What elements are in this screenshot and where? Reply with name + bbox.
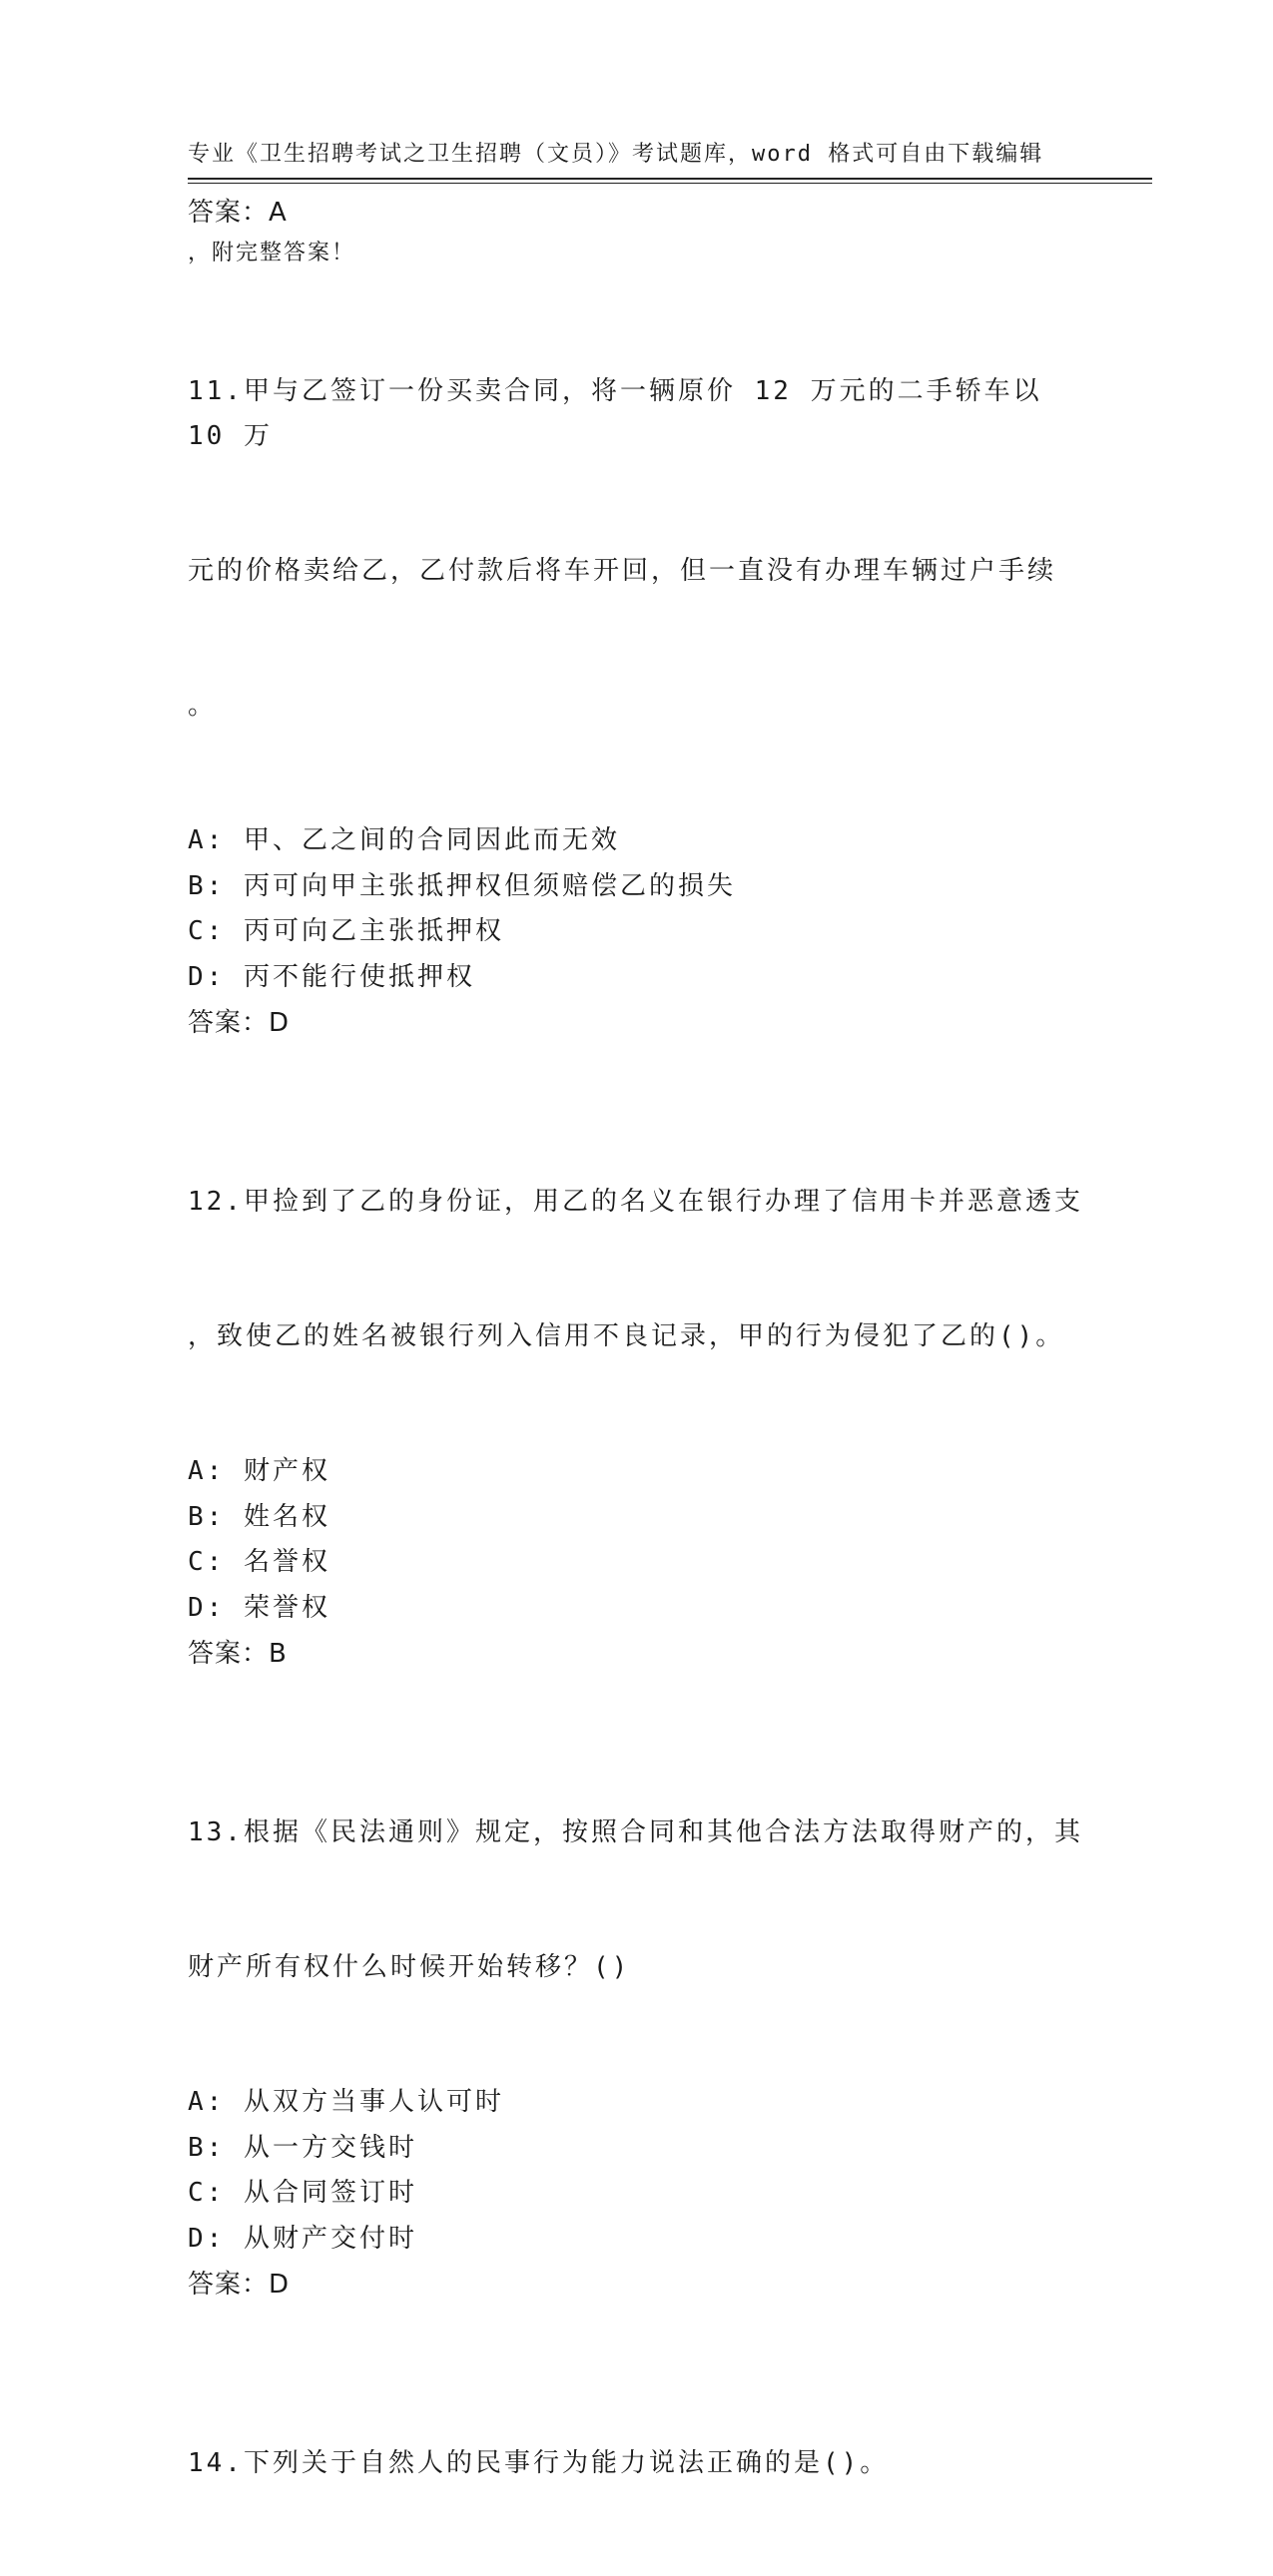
question-12	[188, 1090, 1086, 1677]
option-a: A: 财产权	[188, 1456, 330, 1486]
answer-line: 答案：B	[188, 1639, 288, 1669]
option-b: B: 从一方交钱时	[188, 2132, 417, 2163]
stem-line: 。	[188, 691, 218, 721]
option-b: B: 丙可向甲主张抵押权但须赔偿乙的损失	[188, 870, 736, 901]
question-13	[188, 1721, 1086, 2308]
answer-line: 答案：A	[188, 198, 288, 228]
option-b: B: 姓名权	[188, 1501, 330, 1532]
option-c: C: 从合同签订时	[188, 2178, 417, 2208]
header-divider	[188, 178, 1152, 180]
question-stem	[188, 279, 1086, 818]
option-a: A: 从双方当事人认可时	[188, 2087, 504, 2117]
header-divider-thin	[188, 183, 1152, 184]
header-line-1: 专业《卫生招聘考试之卫生招聘（文员）》考试题库，word 格式可自由下载编辑	[188, 142, 1044, 167]
answer-line: 答案：D	[188, 1008, 291, 1038]
answer-line: 答案：D	[188, 2270, 291, 2300]
question-14	[188, 2351, 1086, 2576]
header-line-2: ，附完整答案！	[188, 241, 356, 265]
option-d: D: 丙不能行使抵押权	[188, 961, 475, 992]
option-c: C: 名誉权	[188, 1547, 330, 1577]
option-d: D: 从财产交付时	[188, 2223, 417, 2254]
option-c: C: 丙可向乙主张抵押权	[188, 916, 504, 946]
question-stem	[188, 1090, 1086, 1449]
question-stem	[188, 1721, 1086, 2080]
question-list	[188, 190, 1086, 2576]
stem-line: 12.甲捡到了乙的身份证，用乙的名义在银行办理了信用卡并恶意透支	[188, 1187, 1083, 1217]
option-d: D: 荣誉权	[188, 1592, 330, 1623]
stem-line: ，致使乙的姓名被银行列入信用不良记录，甲的行为侵犯了乙的()。	[188, 1321, 1065, 1351]
stem-line: 11.甲与乙签订一份买卖合同，将一辆原价 12 万元的二手轿车以 10 万	[188, 376, 1061, 451]
question-11	[188, 279, 1086, 1046]
question-stem	[188, 2351, 1086, 2576]
stem-line: 财产所有权什么时候开始转移？()	[188, 1952, 631, 1982]
option-a: A: 甲、乙之间的合同因此而无效	[188, 825, 620, 855]
stem-line: 13.根据《民法通则》规定，按照合同和其他合法方法取得财产的，其	[188, 1817, 1083, 1847]
stem-line: 元的价格卖给乙，乙付款后将车开回，但一直没有办理车辆过户手续	[188, 556, 1057, 586]
stem-line: 14.下列关于自然人的民事行为能力说法正确的是()。	[188, 2448, 890, 2478]
